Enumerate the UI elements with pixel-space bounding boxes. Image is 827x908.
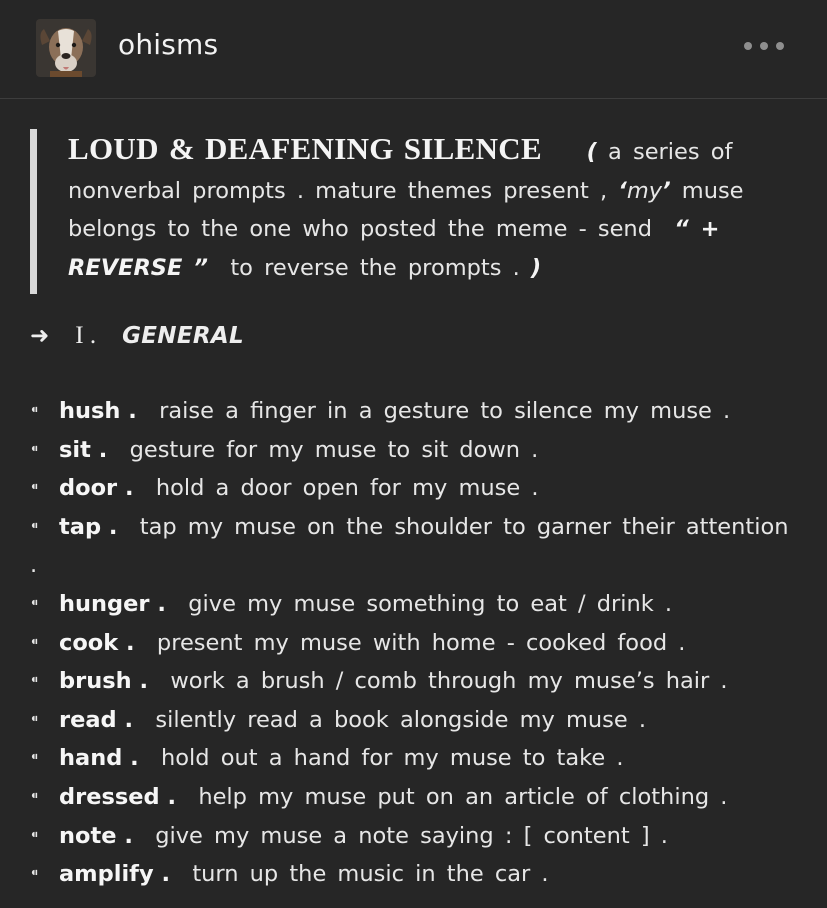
prompt-text: work a brush / comb through my muse’s hair . bbox=[170, 668, 728, 695]
bullet-icon: ⁌ bbox=[30, 863, 39, 885]
prompt-keyword: brush . bbox=[59, 668, 149, 695]
prompt-list bbox=[30, 392, 800, 894]
list-item bbox=[30, 817, 800, 856]
list-item bbox=[30, 662, 800, 701]
list-item bbox=[30, 508, 800, 585]
blockquote-bar bbox=[30, 129, 37, 294]
post-header bbox=[0, 0, 827, 99]
bullet-icon: ⁌ bbox=[30, 785, 39, 807]
intro-text-3: to reverse the prompts . bbox=[230, 254, 520, 281]
prompt-text: give my muse something to eat / drink . bbox=[188, 590, 673, 617]
list-item bbox=[30, 585, 800, 624]
post-title: LOUD & DEAFENING SILENCE bbox=[68, 131, 542, 166]
quote-open: ‘ bbox=[618, 177, 627, 204]
intro-my: my bbox=[626, 177, 663, 204]
list-item bbox=[30, 778, 800, 817]
prompt-text: help my muse put on an article of clothing . bbox=[198, 783, 728, 810]
list-item bbox=[30, 431, 800, 470]
bullet-icon: ⁌ bbox=[30, 477, 39, 499]
dog-avatar-icon bbox=[36, 19, 96, 77]
arrow-right-icon: ➜ bbox=[30, 323, 50, 349]
prompt-text: silently read a book alongside my muse . bbox=[155, 706, 646, 733]
bullet-icon: ⁌ bbox=[30, 670, 39, 692]
bullet-icon: ⁌ bbox=[30, 400, 39, 421]
prompt-text: gesture for my muse to sit down . bbox=[129, 436, 539, 463]
prompt-keyword: note . bbox=[59, 822, 133, 849]
bullet-icon: ⁌ bbox=[30, 438, 39, 460]
paren-close: ) bbox=[530, 254, 542, 281]
ellipsis-icon bbox=[760, 42, 768, 50]
bullet-icon: ⁌ bbox=[30, 708, 39, 730]
prompt-keyword: tap . bbox=[59, 513, 118, 540]
prompt-text: tap my muse on the shoulder to garner their attention . bbox=[30, 513, 789, 579]
prompt-text: hold a door open for my muse . bbox=[155, 475, 539, 502]
quote-close: ’ bbox=[662, 177, 671, 204]
prompt-text: hold out a hand for my muse to take . bbox=[161, 745, 624, 772]
prompt-keyword: cook . bbox=[59, 629, 135, 656]
section-title: GENERAL bbox=[122, 323, 244, 349]
prompt-text: turn up the music in the car . bbox=[192, 861, 549, 888]
intro-text-1: a series of nonverbal prompts . mature themes present , bbox=[68, 139, 733, 204]
bullet-icon: ⁌ bbox=[30, 592, 39, 614]
list-item bbox=[30, 469, 800, 508]
list-item bbox=[30, 392, 800, 431]
dq-close: ” bbox=[193, 254, 209, 281]
section-heading bbox=[30, 322, 244, 350]
bullet-icon: ⁌ bbox=[30, 824, 39, 846]
prompt-text: present my muse with home - cooked food . bbox=[156, 629, 686, 656]
prompt-keyword: amplify . bbox=[59, 861, 170, 888]
list-item bbox=[30, 624, 800, 663]
prompt-keyword: door . bbox=[59, 475, 134, 502]
prompt-keyword: hunger . bbox=[59, 590, 166, 617]
prompt-keyword: hand . bbox=[59, 745, 139, 772]
username-link[interactable]: ohisms bbox=[118, 28, 219, 61]
list-item bbox=[30, 739, 800, 778]
ellipsis-icon bbox=[776, 42, 784, 50]
prompt-keyword: read . bbox=[59, 706, 134, 733]
prompt-keyword: hush . bbox=[59, 398, 137, 424]
bullet-icon: ⁌ bbox=[30, 747, 39, 769]
more-options-button[interactable] bbox=[744, 38, 784, 54]
section-numeral: I . bbox=[75, 322, 97, 349]
list-item bbox=[30, 701, 800, 740]
dq-open: “ + bbox=[674, 216, 720, 242]
intro-reverse: REVERSE bbox=[68, 254, 183, 281]
prompt-text: give my muse a note saying : [ content ] . bbox=[155, 822, 668, 849]
prompt-keyword: sit . bbox=[59, 436, 108, 463]
prompt-text: raise a finger in a gesture to silence my muse . bbox=[159, 398, 731, 424]
intro-text-2: muse belongs to the one who posted the meme - send bbox=[68, 177, 744, 242]
avatar[interactable] bbox=[36, 19, 96, 77]
list-item bbox=[30, 855, 800, 894]
intro-blockquote bbox=[68, 130, 783, 287]
prompt-keyword: dressed . bbox=[59, 783, 176, 810]
paren-open: ( bbox=[586, 139, 597, 165]
ellipsis-icon bbox=[744, 42, 752, 50]
bullet-icon: ⁌ bbox=[30, 515, 39, 537]
bullet-icon: ⁌ bbox=[30, 631, 39, 653]
